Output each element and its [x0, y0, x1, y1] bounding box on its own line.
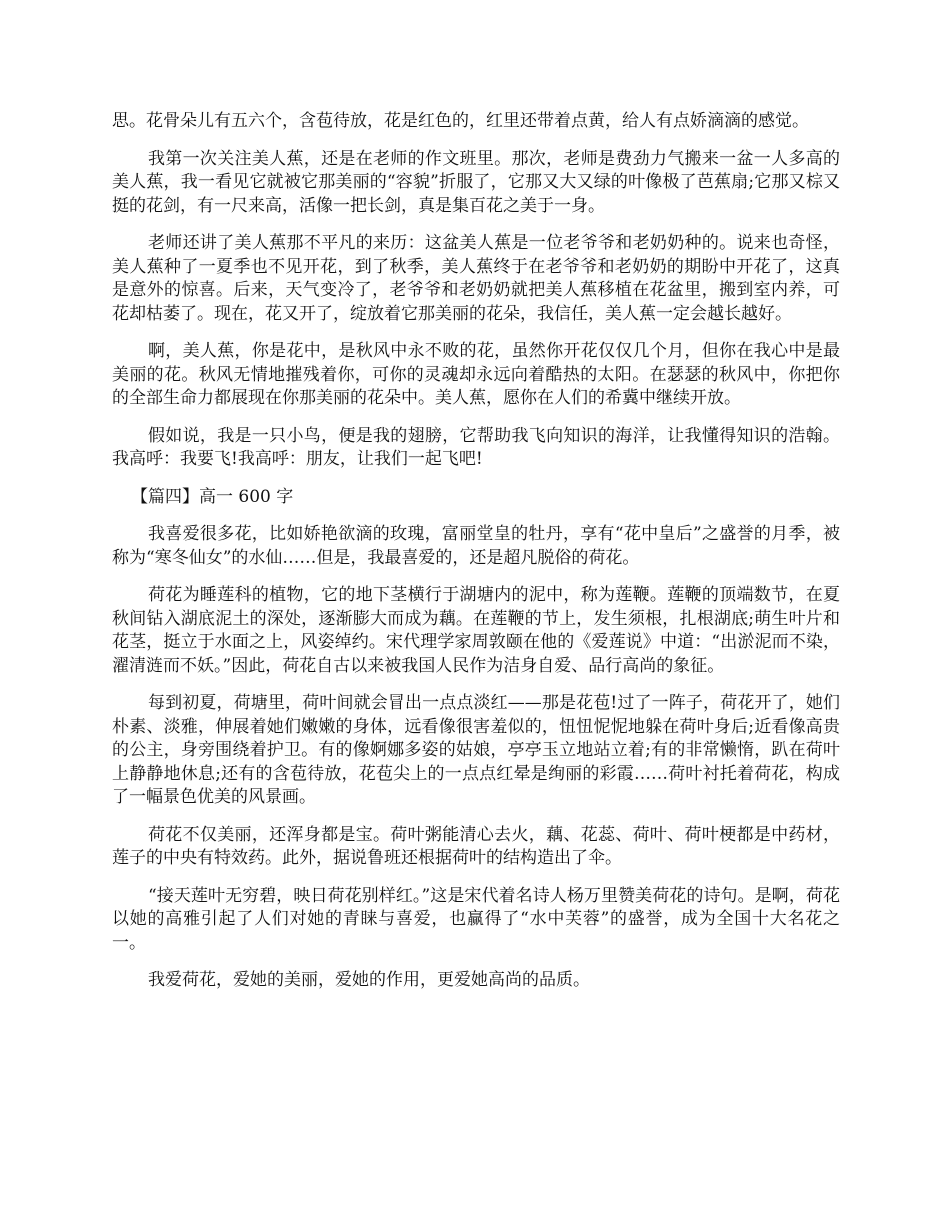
paragraph-lotus-botany: 荷花为睡莲科的植物，它的地下茎横行于湖塘内的泥中，称为莲鞭。莲鞭的顶端数节，在夏秋间钻入湖底泥土的深处，逐渐膨大而成为藕。在莲鞭的节上，发生须根，扎根湖底;萌生叶片和花茎，挺立于水面之上，风姿绰约。宋代理学家周敦颐在他的《爱莲说》中道：“出淤泥而不染，濯清涟而不妖。”因此，荷花自古以来被我国人民作为洁身自爱、品行高尚的象征。: [112, 585, 840, 676]
section-heading: 【篇四】高一 600 字: [131, 486, 294, 507]
paragraph-first-notice: 我第一次关注美人蕉，还是在老师的作文班里。那次，老师是费劲力气搬来一盆一人多高的美人蕉，我一看见它就被它那美丽的“容貌”折服了，它那又大又绿的叶像极了芭蕉扇;它那又棕又挺的花剑，有一尺来高，活像一把长剑，真是集百花之美于一身。: [112, 148, 840, 216]
paragraph-continuation: 思。花骨朵儿有五六个，含苞待放，花是红色的，红里还带着点黄，给人有点娇滴滴的感觉。: [112, 111, 809, 131]
paragraph-origin-story: 老师还讲了美人蕉那不平凡的来历：这盆美人蕉是一位老爷爷和老奶奶种的。说来也奇怪，美人蕉种了一夏季也不见开花，到了秋季，美人蕉终于在老爷爷和老奶奶的期盼中开花了，这真是意外的惊喜。后来，天气变冷了，老爷爷和老奶奶就把美人蕉移植在花盆里，搬到室内养，可花却枯萎了。现在，花又开了，绽放着它那美丽的花朵，我信任，美人蕉一定会越长越好。: [112, 233, 840, 324]
paragraph-favorite-flowers: 我喜爱很多花，比如娇艳欲滴的玫瑰，富丽堂皇的牡丹，享有“花中皇后”之盛誉的月季，被称为“寒冬仙女”的水仙……但是，我最喜爱的，还是超凡脱俗的荷花。: [112, 524, 840, 568]
document-page: [112, 110, 840, 1007]
paragraph-lotus-uses: 荷花不仅美丽，还浑身都是宝。荷叶粥能清心去火，藕、花蕊、荷叶、荷叶梗都是中药材，莲子的中央有特效药。此外，据说鲁班还根据荷叶的结构造出了伞。: [112, 824, 840, 868]
paragraph-early-summer: 每到初夏，荷塘里，荷叶间就会冒出一点点淡红——那是花苞!过了一阵子，荷花开了，她们朴素、淡雅，伸展着她们嫩嫩的身体，远看像很害羞似的，忸忸怩怩地躲在荷叶身后;近看像高贵的公主，身旁围绕着护卫。有的像婀娜多姿的姑娘，亭亭玉立地站立着;有的非常懒惰，趴在荷叶上静静地休息;还有的含苞待放，花苞尖上的一点点红晕是绚丽的彩霞……荷叶衬托着荷花，构成了一幅景色优美的风景画。: [112, 693, 840, 807]
paragraph-poem: “接天莲叶无穷碧，映日荷花别样红。”这是宋代着名诗人杨万里赞美荷花的诗句。是啊，荷花以她的高雅引起了人们对她的青睐与喜爱，也赢得了“水中芙蓉”的盛誉，成为全国十大名花之一。: [112, 885, 840, 953]
paragraph-conclusion: 我爱荷花，爱她的美丽，爱她的作用，更爱她高尚的品质。: [148, 970, 590, 990]
paragraph-little-bird: 假如说，我是一只小鸟，便是我的翅膀，它帮助我飞向知识的海洋，让我懂得知识的浩翰。我高呼：我要飞!我高呼：朋友，让我们一起飞吧!: [112, 425, 840, 469]
paragraph-ode-canna: 啊，美人蕉，你是花中，是秋风中永不败的花，虽然你开花仅仅几个月，但你在我心中是最美丽的花。秋风无情地摧残着你，可你的灵魂却永远向着酷热的太阳。在瑟瑟的秋风中，你把你的全部生命力都展现在你那美丽的花朵中。美人蕉，愿你在人们的希冀中继续开放。: [112, 341, 840, 408]
